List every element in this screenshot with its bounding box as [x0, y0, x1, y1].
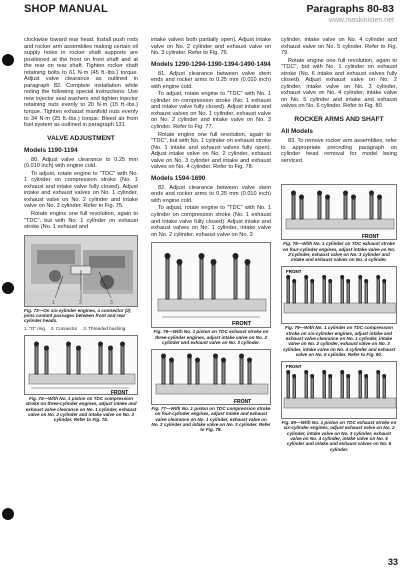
paragraph: Rotate engine one full revolution, again to "TDC", but with No. 1 cylinder on exhaust stroke (No. 1 intake and exhaust valves fully open). Adjust intake valve on No. 2 cylinder, exhaust valve on No. 3 cylinder and intake and exhaust valves on No. 4 cylinder. Refer to Fig. 78.	[151, 131, 271, 171]
paragraph: To adjust, rotate engine to "TDC" with No. 1 cylinder on compression stroke (No. 1 exhaust and intake valve fully closed). Adjust intake and exhaust valves on No. 1 cylinder, exhaust valve on No. 2 cylinder and intake valve on No. 3 cylinder. Refer to Fig. 75.	[24, 170, 138, 210]
column-3	[281, 37, 397, 454]
front-label: FRONT	[111, 390, 129, 396]
figure-73-legend	[24, 326, 138, 332]
paragraph: 82. Adjust clearance between valve stem ends and rocker arms to 0.25 mm (0.010 inch) with engine cold.	[151, 184, 271, 204]
legend-item: 3. Threaded bushing	[83, 325, 126, 331]
model-heading: All Models	[281, 128, 313, 136]
watermark: www.maskinisten.net	[328, 17, 394, 24]
paragraph: 80. Adjust valve clearance to 0.25 mm (0.010 inch) with engine cold.	[24, 156, 138, 170]
svg-text:1: 1	[52, 299, 55, 306]
figure-73-caption: Fig. 73—On six-cylinder engines, a connector (2) joins coolant passages between front and rear cylinder heads.	[24, 307, 131, 324]
binder-hole	[2, 282, 14, 294]
page-header-left: SHOP MANUAL	[24, 3, 108, 15]
legend-item: 2. Connector	[50, 325, 78, 331]
figure-76-caption: Fig. 76—With No. 1 piston on TDC exhaust stroke on three-cylinder engines, adjust intake valve on No. 2 cylinder and exhaust valve on No. 3 cylinder.	[153, 329, 269, 345]
figure-73-photo	[24, 235, 138, 307]
front-label: FRONT	[232, 321, 251, 328]
paragraph: Rotate engine one full revolution, again to "TDC", but with No. 1 cylinder on exhaust stroke (No. 6 intake and exhaust valves fully closed). Adjust exhaust valve on No. 2 cylinder, intake valve on No. 3 cylinder, exhaust valve on No. 4 cylinder, intake valve on No. 5 cylinder and intake and exhaust valves on No. 6 cylinder. Refer to Fig. 80.	[281, 57, 397, 110]
front-label: FRONT	[286, 364, 302, 370]
paragraph: Rotate engine one full revolution, again to "TDC", but with No. 1 cylinder on exhaust stroke (No. 1 exhaust and	[24, 211, 138, 231]
figure-74-caption: Fig. 74—With No. 1 piston on TDC compression stroke on three-cylinder engines, adjust intake and exhaust valve clearance on No. 1 cylinder, exhaust valve on No. 2 cylinder and intake valve on No. 3 cylinder. Refer to Fig. 76.	[25, 396, 137, 423]
figure-77-diagram	[151, 349, 271, 405]
figure-79-caption: Fig. 79—With No. 1 cylinder on TDC compression stroke on six-cylinder engines, adjust intake and exhaust valve clearance on No. 1 cylinder, intake valve on No. 2 cylinder, exhaust valve on No. 3 cylinder, intake valve on No. 4 cylinder and exhaust valve on No. 5 cylinder. Refer to Fig. 80.	[282, 325, 396, 357]
page-number: 33	[387, 557, 398, 567]
page-header-right: Paragraphs 80-83	[306, 3, 394, 15]
paragraph: 81. Adjust clearance between valve stem ends and rocker arms to 0.25 mm (0.010 inch) with engine cold.	[151, 70, 271, 90]
valve-diagram-3cyl	[25, 336, 138, 395]
model-heading: Models 1290-1294-1390-1394-1490-1494	[151, 60, 271, 68]
column-2	[151, 37, 271, 435]
paragraph: To adjust, rotate engine to "TDC" with No. 1 cylinder on compression stroke (No. 1 exhaust and intake valve fully closed). Adjust intake and exhaust valves on No. 1 cylinder, intake valve on No. 2 cylinder, exhaust valve on No. 3	[151, 205, 271, 238]
figure-80-caption: Fig. 80—With No. 1 piston on TDC exhaust stroke on six-cylinder engines, adjust exhaust valve on No. 2 cylinder, intake valve on No. 3 cylinder, exhaust valve on No. 4 cylinder, intake valve on No. 5 cylinder and intake and exhaust valves on No. 6 cylinder.	[281, 420, 397, 452]
figure-79-diagram	[281, 266, 397, 324]
paragraph: intake valves both partially open). Adjust intake valve on No. 2 cylinder and exhaust valve on No. 3 cylinder. Refer to Fig. 76.	[151, 37, 271, 57]
figure-78-caption: Fig. 78—With No. 1 cylinder on TDC exhaust stroke on four-cylinder engines, adjust intake valve on No. 2 cylinder, exhaust valve on No. 3 cylinder and intake and exhaust valves on No. 4 cylinder.	[282, 241, 396, 263]
figure-77-caption: Fig. 77—With No. 1 piston on TDC compression stroke on four-cylinder engines, adjust intake and exhaust valve clearance on No. 1 cylinder, exhaust valve on No. 2 cylinder and intake valve on No. 3 cylinder. Refer to Fig. 78.	[151, 406, 271, 433]
section-heading-valve-adjustment: VALVE ADJUSTMENT	[47, 134, 115, 142]
paragraph: To adjust, rotate engine to "TDC" with No. 1 cylinder on compression stroke (No. 1 exhaust and intake valve fully closed). Adjust intake and exhaust valves on No. 1 cylinder, exhaust valve on No. 2 cylinder and intake valve on No. 3 cylinder. Refer to Fig. 77.	[151, 91, 271, 131]
valve-diagram-6cyl-exhaust	[282, 362, 397, 419]
svg-text:3: 3	[110, 299, 113, 306]
paragraph: cylinder, intake valve on No. 4 cylinder and exhaust valve on No. 5 cylinder. Refer to Fig. 79.	[281, 37, 397, 57]
svg-text:2: 2	[79, 299, 82, 306]
front-label: FRONT	[362, 234, 380, 241]
figure-76-diagram	[151, 242, 271, 328]
figure-74-diagram	[24, 335, 138, 395]
section-heading-rocker-arms: ROCKER ARMS AND SHAFT	[294, 116, 384, 124]
binder-hole	[2, 54, 14, 66]
binder-hole	[2, 508, 14, 520]
column-1	[24, 37, 138, 425]
paragraph: 83. To remove rocker arm assemblies, refer to appropriate preceding paragraph on cylinder head removal for model being serviced.	[281, 138, 397, 164]
model-heading: Models 1190-1194	[24, 146, 78, 154]
paragraph: clockwise toward rear head. Install push rods and rocker arm assemblies making certain oil supply holes in rocker shaft supports are positioned at the front on front shaft and at the rear on rear shaft. Tighten rocker shaft retaining bolts to 61 N·m (45 ft.-lbs.) torque. Adjust valve clearance as outlined in paragraph 82. Complete installation while noting the following special instructions: Use new injector seal washers and tighten injector retaining nuts evenly to 20 N·m (15 ft.-lbs.) torque. Tighten exhaust manifold nuts evenly to 34 N·m (25 ft.-lbs.) torque. Bleed air from fuel system as outlined in paragraph 131.	[24, 37, 138, 129]
figure-78-diagram	[281, 184, 397, 240]
valve-diagram-4cyl	[152, 350, 271, 405]
valve-diagram-6cyl	[282, 267, 397, 324]
figure-80-diagram	[281, 361, 397, 419]
legend-item: 1. "O" ring	[24, 325, 45, 331]
valve-diagram-4cyl-exhaust	[282, 185, 397, 240]
model-heading: Models 1594-1690	[151, 174, 206, 182]
front-label: FRONT	[286, 269, 302, 275]
front-label: FRONT	[234, 399, 252, 406]
valve-diagram-3cyl-exhaust	[152, 243, 271, 328]
